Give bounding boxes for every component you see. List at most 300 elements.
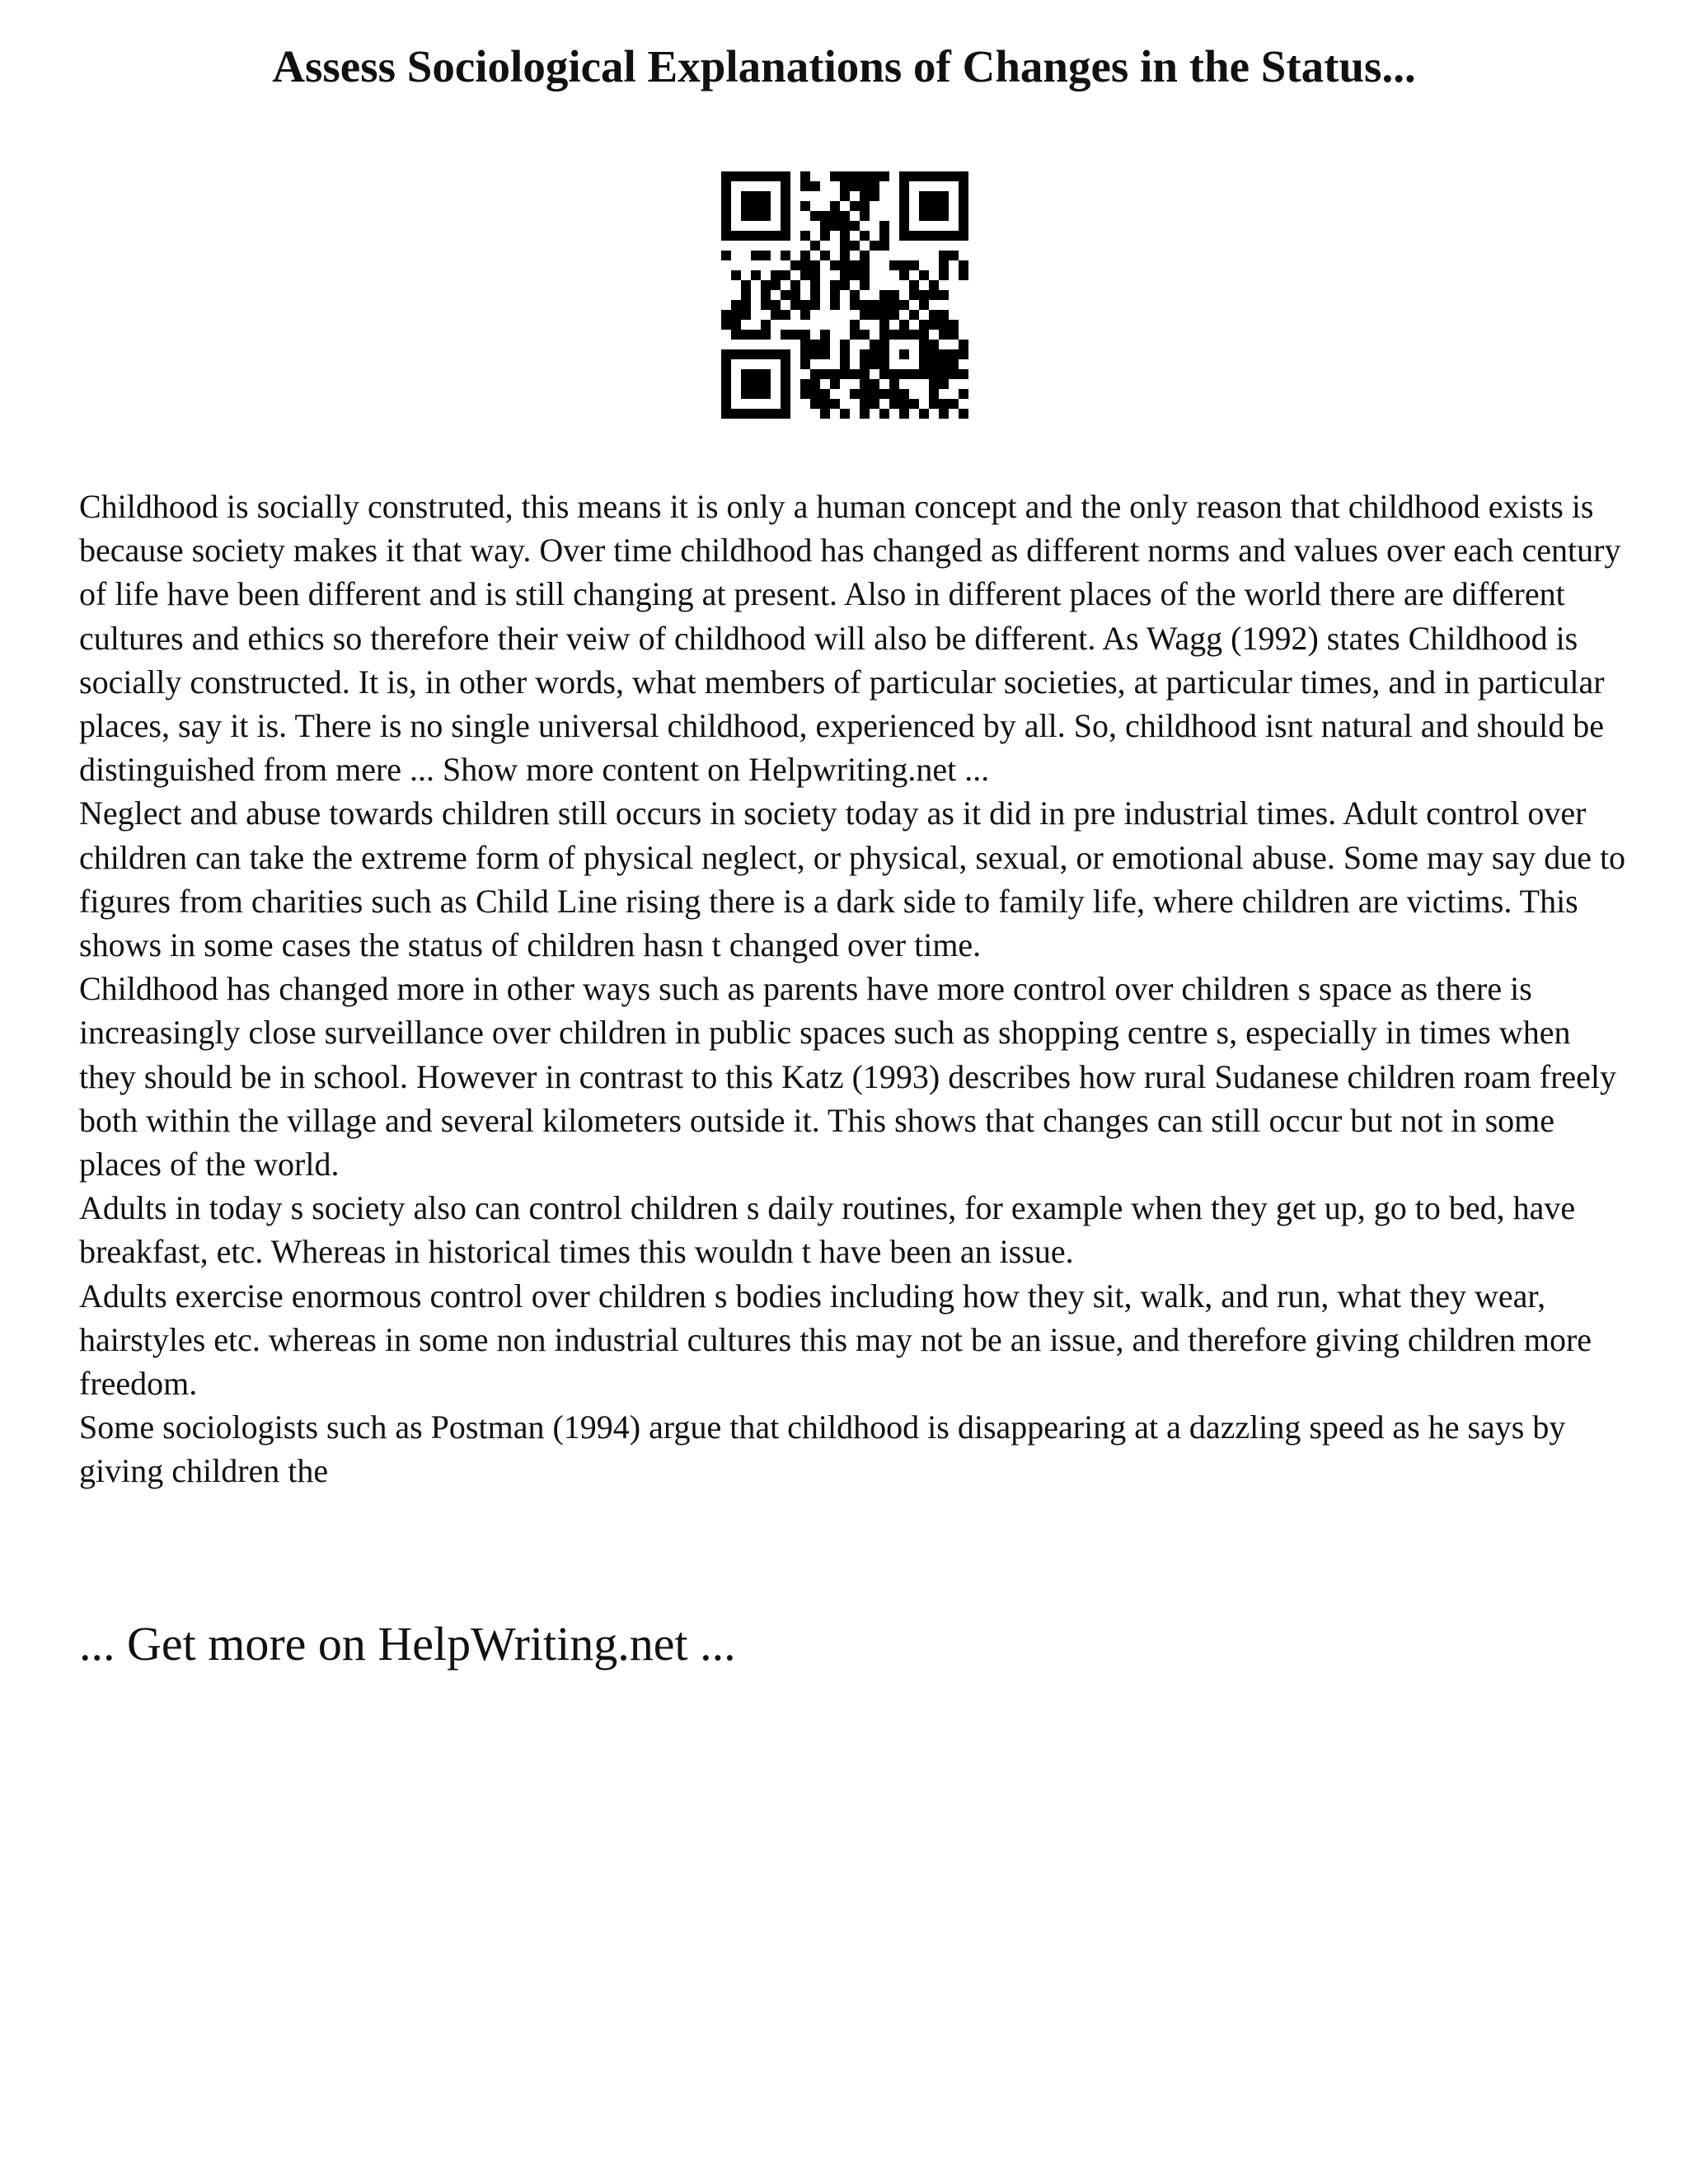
qr-module [939,231,949,241]
paragraph: Adults exercise enormous control over children s bodies including how they sit, walk, and run, what they wear, hairstyles etc. whereas in some non industrial cultures this may not be an issue, and therefore giving children more freedom. [79,1277,1592,1403]
qr-module [840,280,850,290]
qr-module [860,330,870,340]
qr-module [939,270,949,280]
qr-module [850,171,860,181]
qr-module [850,260,860,270]
qr-module [741,201,751,211]
qr-module [959,340,968,349]
qr-module [761,290,771,300]
qr-module [840,211,850,221]
qr-module [781,399,790,409]
qr-module [751,201,761,211]
qr-module [850,300,860,310]
qr-module [731,349,741,359]
qr-module [879,231,889,241]
qr-module [860,379,870,389]
qr-module [919,369,929,379]
qr-module [731,270,741,280]
qr-module [721,320,731,330]
qr-module [850,241,860,251]
qr-module [781,231,790,241]
document-body [79,485,1629,1493]
qr-module [741,290,751,300]
qr-module [721,171,731,181]
qr-module [909,260,919,270]
qr-module [830,399,840,409]
qr-module [830,379,840,389]
qr-module [949,349,959,359]
qr-module [751,409,761,419]
qr-module [771,349,781,359]
qr-module [909,290,919,300]
qr-module [889,379,899,389]
paragraph: Some sociologists such as Postman (1994) argue that childhood is disappearing at a dazzling speed as he says by giving children the [79,1408,1566,1490]
qr-module [781,191,790,201]
qr-module [929,379,939,389]
qr-module [899,231,909,241]
qr-module [889,260,899,270]
qr-module [929,201,939,211]
qr-module [810,369,820,379]
qr-module [860,260,870,270]
qr-module [830,280,840,290]
qr-module [899,260,909,270]
qr-module [741,171,751,181]
qr-module [929,290,939,300]
qr-module [929,171,939,181]
qr-module [840,409,850,419]
qr-module [919,290,929,300]
qr-module [939,349,949,359]
qr-module [919,340,929,349]
qr-module [909,280,919,290]
qr-module [721,369,731,379]
paragraph: Childhood is socially construted, this means it is only a human concept and the only reason that childhood exists is because society makes it that way. Over time childhood has changed as different norms and values over each century of life have been different and is still changing at present. Also in different places of the world there are different cultures and ethics so therefore their veiw of childhood will also be different. As Wagg (1992) states Childhood is socially constructed. It is, in other words, what members of particular societies, at particular times, and in particular places, say it is. There is no single universal childhood, experienced by all. So, childhood isnt natural and should be distinguished from mere ... Show more content on Helpwriting.net ... [79,488,1621,789]
qr-module [899,270,909,280]
qr-module [751,231,761,241]
qr-module [800,330,810,340]
qr-module [830,211,840,221]
qr-module [860,349,870,359]
qr-module [741,389,751,399]
qr-module [949,320,959,330]
qr-module [751,379,761,389]
qr-module [870,181,879,191]
qr-module [810,399,820,409]
get-more-link[interactable]: ... Get more on HelpWriting.net ... [79,1617,736,1671]
qr-module [919,330,929,340]
qr-module [939,369,949,379]
qr-module [771,280,781,290]
qr-module [939,359,949,369]
qr-module [959,349,968,359]
qr-module [949,231,959,241]
qr-module [850,270,860,280]
qr-module [899,300,909,310]
qr-module [879,241,889,251]
qr-module [810,241,820,251]
qr-module [889,310,899,320]
qr-module [810,270,820,280]
qr-module [820,231,830,241]
qr-module [741,409,751,419]
qr-module [870,300,879,310]
qr-module [879,171,889,181]
qr-module [741,330,751,340]
qr-module [810,379,820,389]
qr-module [949,399,959,409]
qr-module [899,181,909,191]
document-title: Assess Sociological Explanations of Changes in the Status... [272,41,1416,91]
qr-module [919,171,929,181]
qr-module [761,330,771,340]
qr-module [870,389,879,399]
qr-module [751,270,761,280]
qr-module [879,369,889,379]
qr-module [850,221,860,231]
qr-module [899,201,909,211]
qr-module [899,330,909,340]
qr-module [810,300,820,310]
qr-module [790,300,800,310]
qr-module [790,330,800,340]
qr-module [889,330,899,340]
qr-module [741,191,751,201]
qr-module [929,280,939,290]
paragraph: Neglect and abuse towards children still occurs in society today as it did in pre industrial times. Adult control over children can take the extreme form of physical neglect, or physical, sexual, or emotional abuse. Some may say due to figures from charities such as Child Line rising there is a dark side to family life, where children are victims. This shows in some cases the status of children hasn t changed over time. [79,794,1626,964]
qr-module [939,191,949,201]
qr-module [761,349,771,359]
qr-module [919,300,929,310]
qr-module [761,379,771,389]
qr-module [761,280,771,290]
qr-module [879,409,889,419]
qr-module [840,231,850,241]
qr-module [761,211,771,221]
qr-module [721,409,731,419]
qr-module [761,409,771,419]
qr-module [800,379,810,389]
qr-module [741,369,751,379]
qr-module [840,359,850,369]
qr-module [840,221,850,231]
qr-module [771,409,781,419]
qr-module [879,340,889,349]
qr-module [929,320,939,330]
qr-module [830,221,840,231]
qr-module [800,231,810,241]
qr-module [860,231,870,241]
qr-module [949,330,959,340]
qr-module [949,369,959,379]
qr-module [860,369,870,379]
qr-module [820,399,830,409]
qr-module [741,280,751,290]
qr-module [751,330,761,340]
qr-module [830,369,840,379]
qr-module [741,379,751,389]
qr-module [790,280,800,290]
qr-module [939,310,949,320]
qr-module [929,359,939,369]
qr-module [840,340,850,349]
qr-module [840,260,850,270]
qr-module [840,251,850,260]
qr-module [889,290,899,300]
qr-module [840,191,850,201]
qr-module [751,211,761,221]
qr-module [870,241,879,251]
qr-module [959,181,968,191]
qr-module [919,211,929,221]
qr-module [949,251,959,260]
qr-module [721,211,731,221]
qr-module [800,260,810,270]
qr-module [731,300,741,310]
qr-module [919,320,929,330]
qr-module [879,359,889,369]
qr-module [850,320,860,330]
qr-module [959,409,968,419]
qr-module [721,379,731,389]
qr-module [860,359,870,369]
qr-module [870,399,879,409]
qr-module [959,191,968,201]
qr-module [781,379,790,389]
qr-module [949,359,959,369]
qr-module [721,181,731,191]
qr-module [721,231,731,241]
qr-module [810,280,820,290]
qr-module [959,201,968,211]
qr-module [889,389,899,399]
qr-module [781,290,790,300]
qr-module [761,320,771,330]
qr-module [830,201,840,211]
qr-module [909,399,919,409]
qr-module [919,359,929,369]
qr-module [751,349,761,359]
qr-module [959,221,968,231]
qr-module [959,211,968,221]
qr-module [830,290,840,300]
qr-module [810,340,820,349]
qr-module [761,300,771,310]
qr-module [860,280,870,290]
qr-module [731,231,741,241]
qr-module [879,389,889,399]
qr-module [929,369,939,379]
qr-module [860,389,870,399]
qr-module [781,330,790,340]
qr-module [781,270,790,280]
qr-module [879,310,889,320]
qr-module [731,310,741,320]
qr-module [860,181,870,191]
qr-module [820,389,830,399]
qr-module [879,330,889,340]
qr-module [840,171,850,181]
qr-module [731,171,741,181]
qr-module [860,399,870,409]
qr-module [781,221,790,231]
qr-module [860,300,870,310]
qr-module [721,399,731,409]
qr-module [761,251,771,260]
qr-module [731,409,741,419]
qr-module [830,171,840,181]
qr-module [899,221,909,231]
qr-module [899,369,909,379]
qr-module [959,231,968,241]
qr-module [879,349,889,359]
qr-module [761,201,771,211]
qr-module [929,211,939,221]
qr-module [899,171,909,181]
qr-module [879,221,889,231]
qr-module [919,191,929,201]
qr-module [721,251,731,260]
qr-module [830,300,840,310]
paragraph: Childhood has changed more in other ways such as parents have more control over children s space as there is increasingly close surveillance over children in public spaces such as shopping centre s, especially in times when they should be in school. However in contrast to this Katz (1993) describes how rural Sudanese children roam freely both within the village and several kilometers outside it. This shows that changes can still occur but not in some places of the world. [79,970,1617,1183]
qr-module [860,409,870,419]
qr-module [781,349,790,359]
qr-module [721,201,731,211]
qr-module [761,389,771,399]
qr-module [731,320,741,330]
qr-module [820,251,830,260]
qr-module [800,389,810,399]
qr-module [889,399,899,409]
qr-module [761,191,771,201]
qr-module [790,290,800,300]
qr-module [771,231,781,241]
qr-module [751,251,761,260]
qr-module [731,330,741,340]
qr-module [741,310,751,320]
qr-module [771,300,781,310]
qr-module [840,241,850,251]
qr-module [939,171,949,181]
qr-module [820,369,830,379]
qr-module [949,171,959,181]
qr-module [939,320,949,330]
qr-module [929,349,939,359]
qr-module [929,399,939,409]
qr-module [870,310,879,320]
qr-module [879,320,889,330]
qr-module [850,369,860,379]
qr-module [919,201,929,211]
qr-module [800,171,810,181]
qr-module [879,290,889,300]
qr-module [959,369,968,379]
qr-module [840,181,850,191]
qr-module [810,211,820,221]
qr-module [741,231,751,241]
qr-module [919,231,929,241]
qr-module [899,409,909,419]
qr-module [899,389,909,399]
qr-module [820,330,830,340]
qr-module [751,191,761,201]
qr-module [939,399,949,409]
qr-module [781,251,790,260]
qr-module [909,369,919,379]
qr-module [840,369,850,379]
qr-module [800,359,810,369]
qr-module [939,201,949,211]
qr-module [939,251,949,260]
qr-module [761,171,771,181]
qr-code-graphic [721,171,968,419]
qr-module [929,191,939,201]
qr-module [850,290,860,300]
qr-module [889,300,899,310]
qr-module [860,211,870,221]
qr-module [879,300,889,310]
qr-module [860,171,870,181]
qr-code-icon[interactable] [721,171,968,419]
qr-module [810,389,820,399]
qr-module [790,260,800,270]
qr-module [820,409,830,419]
qr-module [899,320,909,330]
qr-module [959,260,968,270]
qr-module [721,359,731,369]
qr-module [870,349,879,359]
qr-module [800,310,810,320]
qr-module [800,300,810,310]
qr-module [959,389,968,399]
qr-module [820,340,830,349]
qr-module [899,191,909,201]
qr-module [850,201,860,211]
qr-module [800,181,810,191]
qr-module [781,181,790,191]
qr-module [771,310,781,320]
qr-module [820,221,830,231]
qr-module [800,201,810,211]
qr-module [781,201,790,211]
qr-module [800,349,810,359]
qr-module [899,349,909,359]
qr-module [959,270,968,280]
qr-module [850,330,860,340]
qr-module [721,310,731,320]
qr-module [909,231,919,241]
qr-module [751,389,761,399]
qr-module [850,181,860,191]
qr-module [939,211,949,221]
qr-module [860,270,870,280]
qr-module [810,260,820,270]
qr-module [929,389,939,399]
qr-module [929,310,939,320]
qr-module [899,211,909,221]
qr-module [741,349,751,359]
qr-module [751,171,761,181]
qr-module [909,171,919,181]
qr-module [959,171,968,181]
qr-module [919,349,929,359]
qr-module [939,330,949,340]
qr-module [889,369,899,379]
qr-module [781,409,790,419]
qr-module [860,191,870,201]
qr-module [800,270,810,280]
qr-module [781,359,790,369]
